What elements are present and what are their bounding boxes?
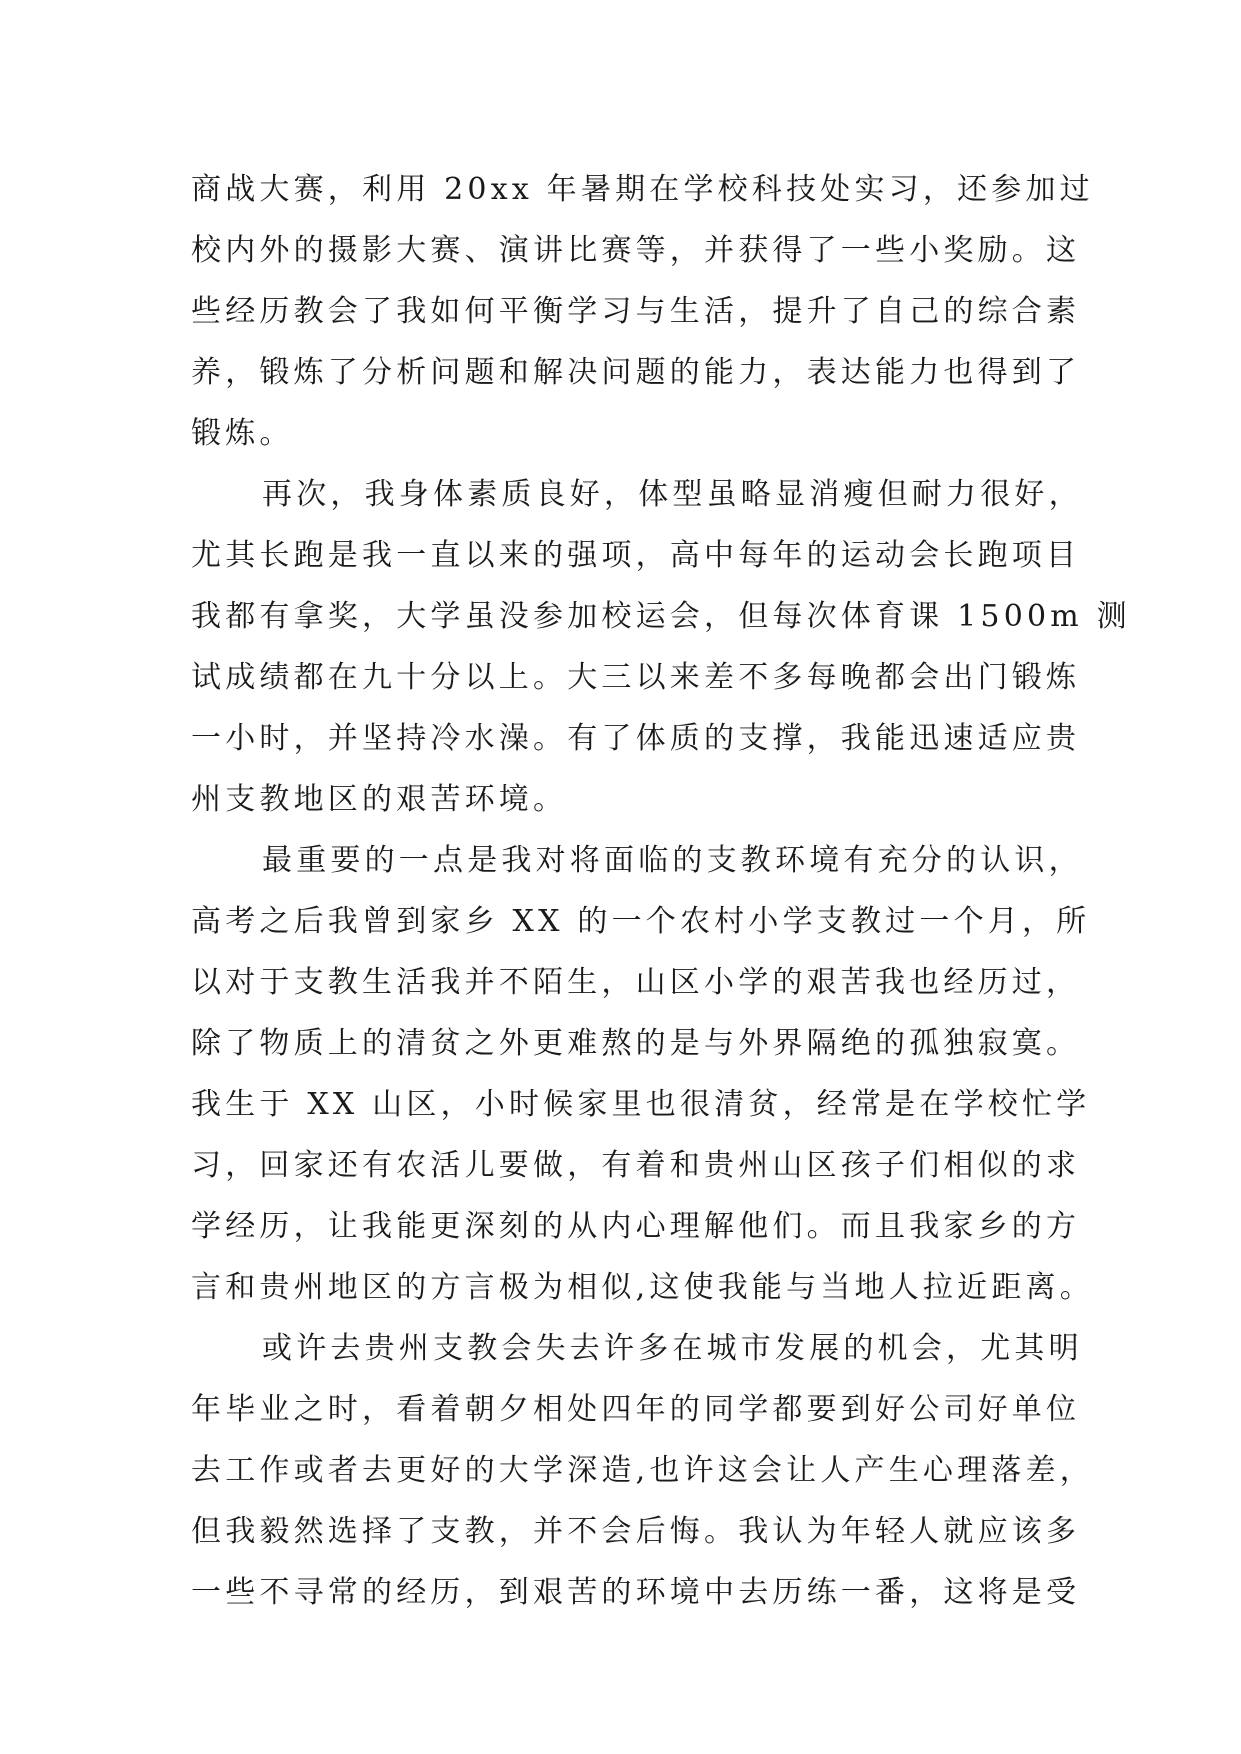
text-line: 锻炼。 xyxy=(191,416,294,451)
text-line: 些经历教会了我如何平衡学习与生活，提升了自己的综合素 xyxy=(191,294,1081,329)
text-line: 试成绩都在九十分以上。大三以来差不多每晚都会出门锻炼 xyxy=(191,660,1081,695)
text-line: 年毕业之时，看着朝夕相处四年的同学都要到好公司好单位 xyxy=(191,1392,1081,1427)
text-line: 一小时，并坚持冷水澡。有了体质的支撑，我能迅速适应贵 xyxy=(191,721,1081,756)
paragraph-first-line: 再次，我身体素质良好，体型虽略显消瘦但耐力很好， xyxy=(262,477,1083,512)
text-line: 去工作或者去更好的大学深造,也许这会让人产生心理落差， xyxy=(191,1453,1094,1488)
text-line: 养，锻炼了分析问题和解决问题的能力，表达能力也得到了 xyxy=(191,355,1081,390)
text-line: 州支教地区的艰苦环境。 xyxy=(191,782,568,817)
text-line: 除了物质上的清贫之外更难熬的是与外界隔绝的孤独寂寞。 xyxy=(191,1026,1081,1061)
text-line: 以对于支教生活我并不陌生，山区小学的艰苦我也经历过， xyxy=(191,965,1081,1000)
paragraph-first-line: 或许去贵州支教会失去许多在城市发展的机会，尤其明 xyxy=(262,1331,1083,1366)
text-line: 商战大赛，利用 20xx 年暑期在学校科技处实习，还参加过 xyxy=(191,172,1094,207)
text-line: 言和贵州地区的方言极为相似,这使我能与当地人拉近距离。 xyxy=(191,1270,1094,1305)
text-line: 高考之后我曾到家乡 XX 的一个农村小学支教过一个月，所 xyxy=(191,904,1091,939)
text-line: 一些不寻常的经历，到艰苦的环境中去历练一番，这将是受 xyxy=(191,1575,1081,1610)
document-body xyxy=(191,159,1131,1623)
text-line: 学经历，让我能更深刻的从内心理解他们。而且我家乡的方 xyxy=(191,1209,1081,1244)
text-line: 习，回家还有农活儿要做，有着和贵州山区孩子们相似的求 xyxy=(191,1148,1081,1183)
text-line: 我都有拿奖，大学虽没参加校运会，但每次体育课 1500m 测 xyxy=(191,599,1131,634)
paragraph-first-line: 最重要的一点是我对将面临的支教环境有充分的认识， xyxy=(262,843,1083,878)
text-line: 我生于 XX 山区，小时候家里也很清贫，经常是在学校忙学 xyxy=(191,1087,1091,1122)
text-line: 校内外的摄影大赛、演讲比赛等，并获得了一些小奖励。这 xyxy=(191,233,1081,268)
text-line: 尤其长跑是我一直以来的强项，高中每年的运动会长跑项目 xyxy=(191,538,1081,573)
text-line: 但我毅然选择了支教，并不会后悔。我认为年轻人就应该多 xyxy=(191,1514,1081,1549)
